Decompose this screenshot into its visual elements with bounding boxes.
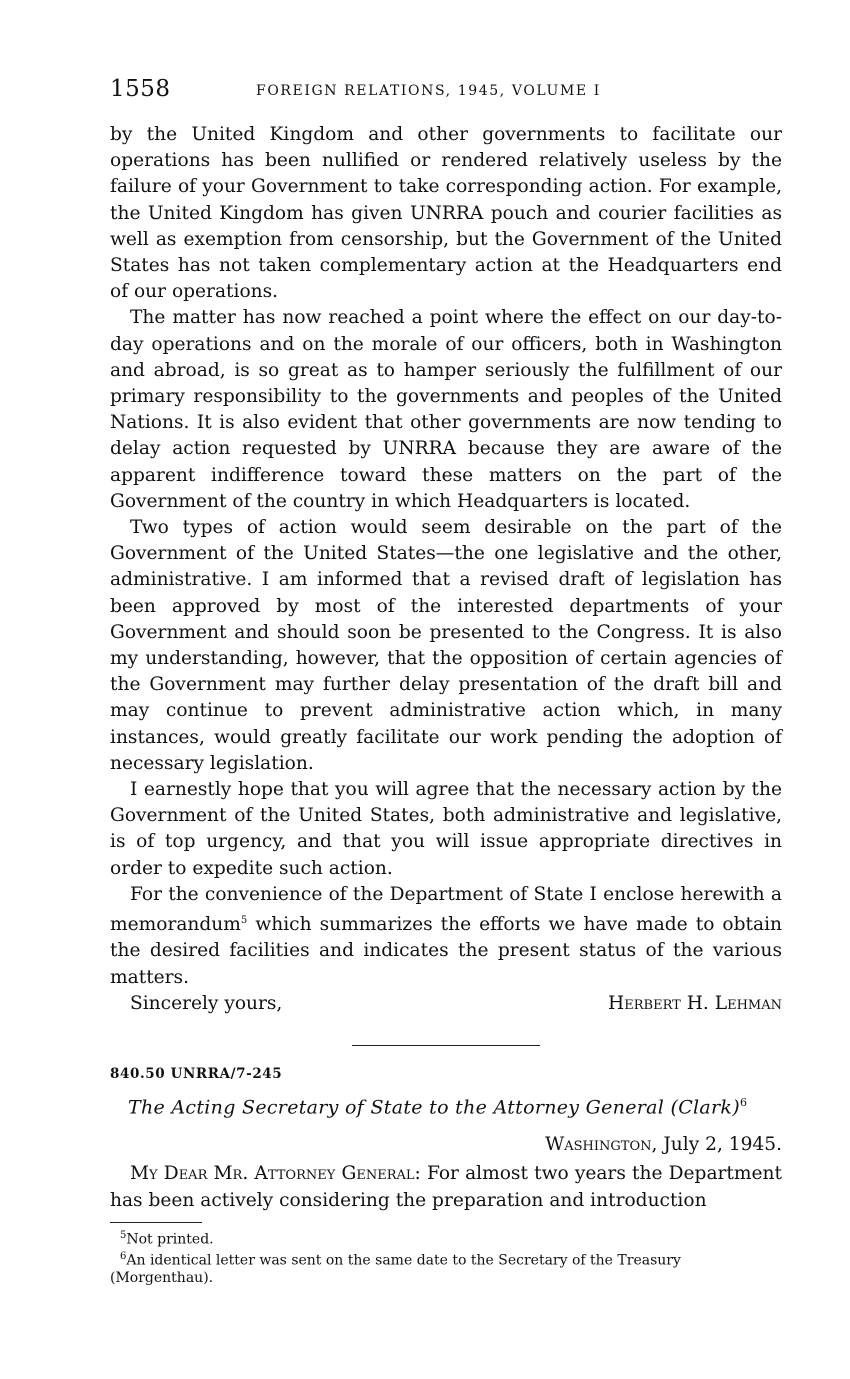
running-title: FOREIGN RELATIONS, 1945, VOLUME I <box>256 83 601 99</box>
section-divider <box>352 1045 540 1046</box>
signature: Herbert H. Lehman <box>608 992 782 1014</box>
paragraph: Two types of action would seem desirable on the part of the Government of the United States—the one legislative and the other, administrative. I am informed that a revised draft of legislation has been approved by most of the interested departments of your Government and should soon be presented to the Congress. It is also my understanding, however, that the opposition of certain agencies of the Government may further delay presentation of the draft bill and may continue to prevent administrative action which, in many instances, would greatly facilitate our work pending the adoption of necessary legislation. <box>110 517 782 774</box>
page-header <box>110 76 782 106</box>
signature-block <box>110 991 782 1017</box>
document-title <box>110 1096 782 1118</box>
dateline-place: Washington, <box>545 1134 658 1156</box>
footnote-text: An identical letter was sent on the same date to the Secretary of the Treasury (Morgenthau). <box>110 1253 681 1287</box>
footnote-ref-6: 6 <box>739 1096 748 1110</box>
document-title-text: The Acting Secretary of State to the Attorney General (Clark) <box>128 1096 740 1119</box>
enclosure-text-after: which summarizes the efforts we have made to obtain the desired facilities and indicates the present status of the various matters. <box>110 914 782 988</box>
enclosure-text-before: For the convenience of the Department of State I enclose herewith a memorandum <box>110 883 782 936</box>
paragraph-enclosure <box>110 882 782 991</box>
file-number: 840.50 UNRRA/7-245 <box>110 1066 283 1083</box>
salutation: My Dear Mr. Attorney General: <box>130 1163 421 1185</box>
footnote-mark: 5 <box>120 1229 127 1241</box>
footnotes <box>110 1227 782 1287</box>
dateline-date: July 2, 1945. <box>663 1134 782 1156</box>
paragraph-continuation: by the United Kingdom and other governments to facilitate our operations has been nullified or rendered relatively useless by the failure of your Government to take corresponding action. For example, the United Kingdom has given UNRRA pouch and courier facilities as well as exemption from censorship, but the Government of the United States has not taken complementary action at the Headquarters end of our operations. <box>110 124 782 303</box>
salutation-paragraph <box>110 1161 782 1213</box>
letter-body <box>110 122 782 1017</box>
footnote-text: Not printed. <box>126 1231 214 1248</box>
footnote-rule <box>110 1222 202 1223</box>
footnote-6 <box>110 1248 782 1287</box>
paragraph: I earnestly hope that you will agree that the necessary action by the Government of the United States, both administrative and legislative, is of top urgency, and that you will issue appropriate directives in order to expedite such action. <box>110 779 782 879</box>
footnote-ref-5: 5 <box>240 915 248 927</box>
paragraph: The matter has now reached a point where the effect on our day-to-day operations and on the morale of our officers, both in Washington and abroad, is so great as to hamper seriously the fulfillment of our primary responsibility to the governments and peoples of the United Nations. It is also evident that other governments are now tending to delay action requested by UNRRA because they are aware of the apparent indifference toward these matters on the part of the Government of the country in which Headquarters is located. <box>110 307 782 512</box>
opening-text: For almost two years the Department has been actively considering the preparation and introduction <box>110 1163 782 1211</box>
dateline <box>110 1134 782 1155</box>
complimentary-close: Sincerely yours, <box>130 992 283 1014</box>
footnote-5 <box>110 1227 782 1249</box>
document-page <box>110 76 782 1287</box>
footnote-mark: 6 <box>120 1251 127 1263</box>
page-number: 1558 <box>110 76 171 102</box>
